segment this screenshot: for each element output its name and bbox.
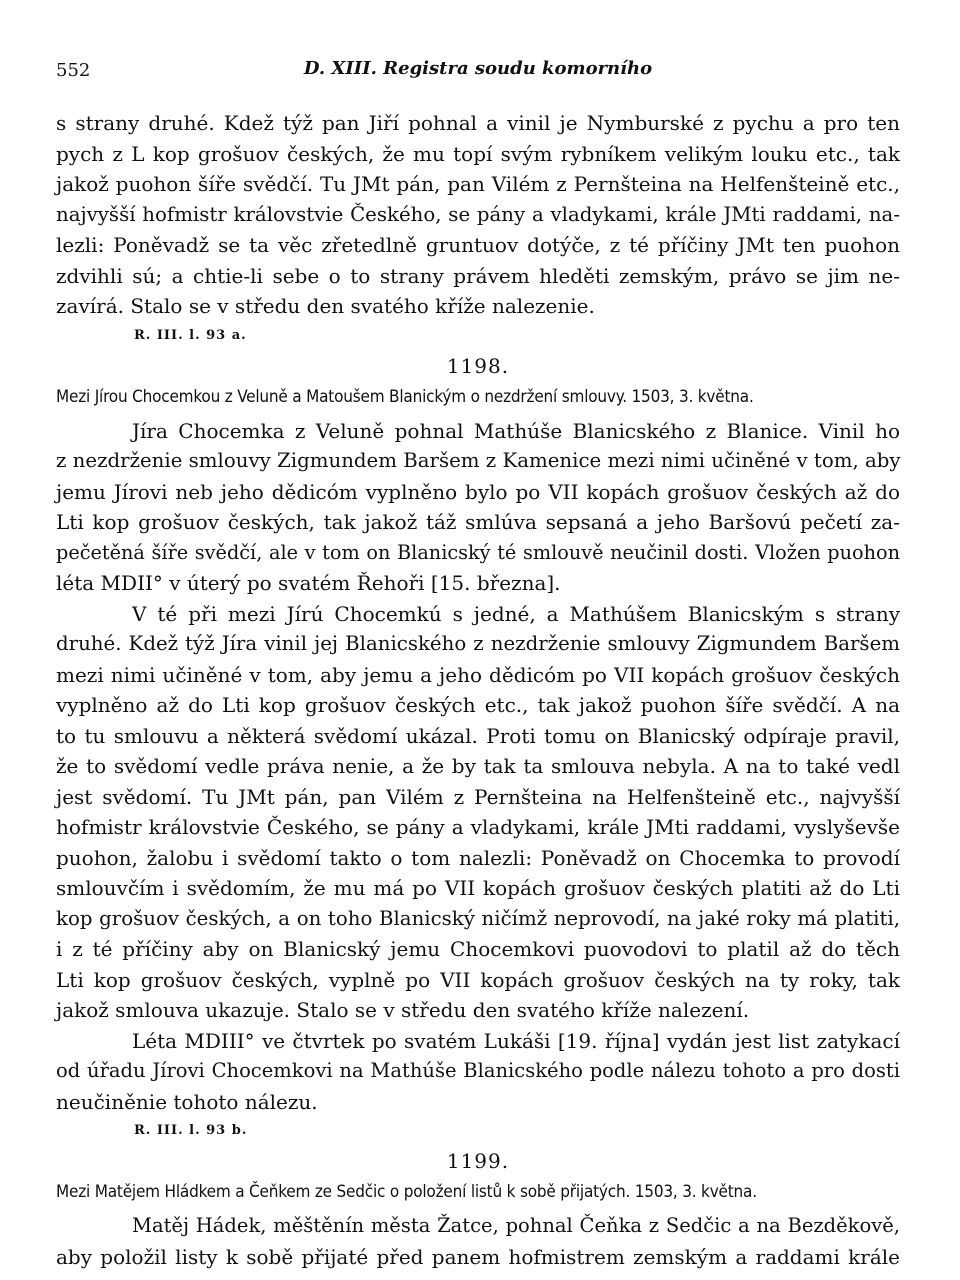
entry-number: 1198. xyxy=(446,353,510,378)
text-line: vyplněno až do Lti kop grošuov českých etc., tak jakož puohon šíře svědčí. A na xyxy=(56,693,900,717)
text-line: Jíra Chocemka z Veluně pohnal Mathúše Blanicského z Blanice. Vinil ho xyxy=(132,418,900,443)
text-line: zdvihli sú; a chtie-li sebe o to strany právem hleděti zemským, právo se jim ne- xyxy=(56,263,900,288)
text-line: od úřadu Jírovi Chocemkovi na Mathúše Blanicského podle nálezu tohoto a pro dosti xyxy=(56,1059,900,1082)
page-body xyxy=(56,108,900,1272)
text-line: pečetěná šíře svědčí, ale v tom on Blanicský té smlouvě neučinil dosti. Vložen puohon xyxy=(56,540,900,564)
text-line: mezi nimi učiněné v tom, aby jemu a jeho dědicóm po VII kopách grošuov českých xyxy=(56,662,900,687)
text-line: z nezdrženie smlouvy Zigmundem Baršem z Kamenice mezi nimi učiněné v tom, aby xyxy=(56,449,901,472)
archive-reference: R. III. l. 93 b. xyxy=(134,1123,248,1138)
text-line: aby položil listy k sobě přijaté před panem hofmistrem zemským a raddami krále xyxy=(56,1244,900,1269)
text-line: hofmistr královstvie Českého, se pány a vladykami, krále JMti raddami, vyslyševše xyxy=(56,815,900,839)
text-line: jest svědomí. Tu JMt pán, pan Vilém z Pernšteina na Helfenšteině etc., najvyšší xyxy=(56,784,900,809)
text-line: najvyšší hofmistr královstvie Českého, se pány a vladykami, krále JMti raddami, na- xyxy=(56,202,900,226)
text-line: jemu Jírovi neb jeho dědicóm vyplněno bylo po VII kopách grošuov českých až do xyxy=(56,479,900,504)
text-line: V té při mezi Jírú Chocemkú s jedné, a Mathúšem Blanicským s strany xyxy=(132,601,900,626)
text-line: to tu smlouvu a některá svědomí ukázal. Proti tomu on Blanicský odpíraje pravil, xyxy=(56,723,900,748)
text-line: neučiněnie tohoto nálezu. xyxy=(56,1089,318,1114)
text-line: Léta MDIII° ve čtvrtek po svatém Lukáši [19. října] vydán jest list zatykací xyxy=(132,1028,900,1053)
text-line: Lti kop grošuov českých, tak jakož táž smlúva sepsaná a jeho Baršovú pečetí za- xyxy=(56,510,900,534)
page-number: 552 xyxy=(56,60,91,81)
text-line: kop grošuov českých, a on toho Blanicský ničímž neprovodí, na jaké roky má platiti, xyxy=(56,906,900,930)
running-title: D. XIII. Registra soudu komorního xyxy=(303,58,653,79)
text-line: i z té příčiny aby on Blanicský jemu Chocemkovi puovodovi to platil až do těch xyxy=(56,937,900,961)
text-line: s strany druhé. Kdež týž pan Jiří pohnal a vinil je Nymburské z pychu a pro ten xyxy=(56,111,900,135)
entry-paragraph xyxy=(56,416,900,599)
text-line: jakož puohon šíře svědčí. Tu JMt pán, pan Vilém z Pernšteina na Helfenšteině etc., xyxy=(56,172,900,196)
text-line: léta MDII° v úterý po svatém Řehoři [15. března]. xyxy=(56,571,561,595)
entry-paragraph xyxy=(56,599,900,1026)
entry-number: 1199. xyxy=(446,1149,510,1173)
continuation-paragraph xyxy=(56,108,900,322)
entry-paragraph xyxy=(56,1026,900,1118)
entry-summary: Mezi Jírou Chocemkou z Veluně a Matoušem Blanickým o nezdržení smlouvy. 1503, 3. května. xyxy=(56,386,754,407)
text-line: pych z L kop grošuov českých, že mu topí svým rybníkem velikým louku etc., tak xyxy=(56,141,900,166)
text-line: že to svědomí vedle práva nenie, a že by tak ta smlouva nebyla. A na to také vedl xyxy=(56,754,900,778)
archive-reference: R. III. l. 93 a. xyxy=(134,327,247,343)
page-header xyxy=(56,58,900,88)
text-line: lezli: Poněvadž se ta věc zřetedlně gruntuov dotýče, z té příčiny JMt ten puohon xyxy=(56,233,900,257)
text-line: jakož smlouva ukazuje. Stalo se v středu den svatého kříže nalezení. xyxy=(56,998,750,1022)
entry-paragraph xyxy=(56,1211,900,1272)
text-line: smlouvčím i svědomím, že mu má po VII kopách grošuov českých platiti až do Lti xyxy=(56,876,900,900)
text-line: druhé. Kdež týž Jíra vinil jej Blanicského z nezdrženie smlouvy Zigmundem Baršem xyxy=(56,632,900,655)
text-line: puohon, žalobu i svědomí takto o tom nalezli: Poněvadž on Chocemka to provodí xyxy=(56,845,900,870)
text-line: Lti kop grošuov českých, vyplně po VII kopách grošuov českých na ty roky, tak xyxy=(56,967,900,992)
text-line: Matěj Hádek, měštěnín města Žatce, pohnal Čeňka z Sedčic a na Bezděkově, xyxy=(132,1214,900,1237)
entry-summary: Mezi Matějem Hládkem a Čeňkem ze Sedčic o položení listů k sobě přijatých. 1503, 3. května. xyxy=(56,1182,757,1202)
text-line: zavírá. Stalo se v středu den svatého kříže nalezenie. xyxy=(56,294,595,318)
